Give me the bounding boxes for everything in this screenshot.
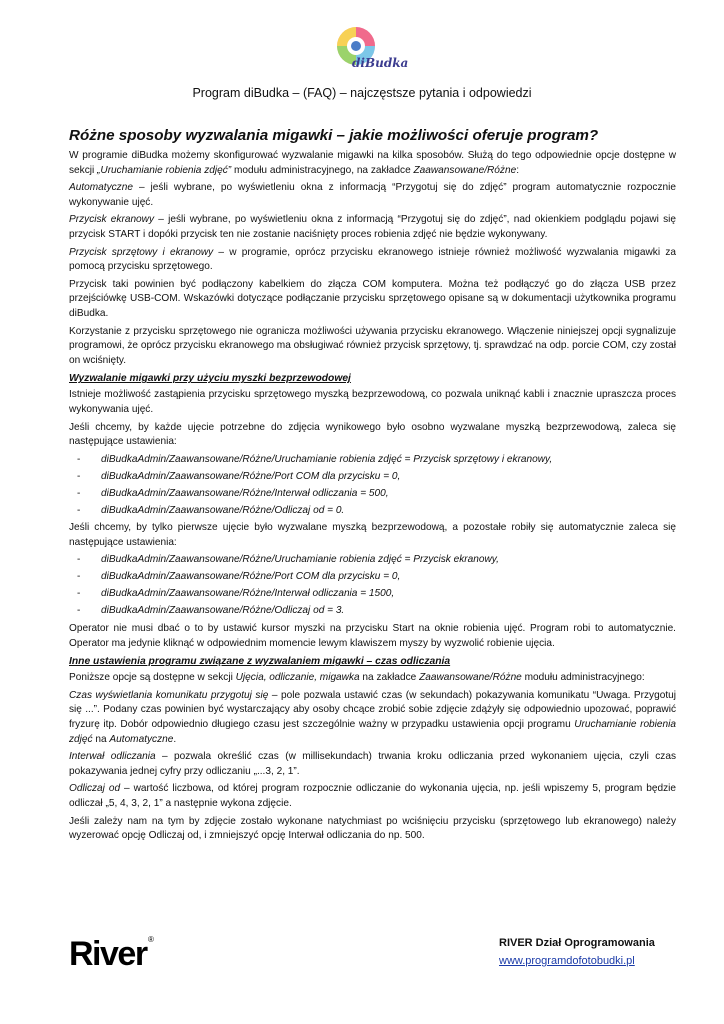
footer-contact bbox=[499, 937, 655, 967]
logo-text: diBudka bbox=[352, 56, 409, 70]
list-item: - diBudkaAdmin/Zaawansowane/Różne/Uruchamianie robienia zdjęć = Przycisk sprzętowy i ekranowy, bbox=[69, 453, 676, 468]
river-logo-text: River bbox=[69, 935, 147, 969]
page-title: Program diBudka – (FAQ) – najczęstsze pytania i odpowiedzi bbox=[192, 86, 532, 100]
paragraph: Operator nie musi dbać o to by ustawić kursor myszki na przycisku Start na oknie robienia ujęć. Program robi to automatycznie. Operator ma jedynie kliknąć w odpowiednim momencie lewym klawiszem myszy by wyzwolić robienie ujęcia. bbox=[69, 622, 676, 649]
paragraph: Automatyczne – jeśli wybrane, po wyświetleniu okna z informacją “Przygotuj się do zdjęć” program automatycznie rozpocznie wykonywanie ujęć. bbox=[69, 182, 676, 208]
paragraph: Jeśli chcemy, by tylko pierwsze ujęcie było wyzwalane myszką bezprzewodową, a pozostałe robiły się automatycznie zaleca się następujące ustawienia: bbox=[69, 522, 676, 548]
list-item: - diBudkaAdmin/Zaawansowane/Różne/Odliczaj od = 0. bbox=[69, 504, 676, 519]
section-heading-shutter: Różne sposoby wyzwalania migawki – jakie możliwości oferuje program? bbox=[69, 127, 599, 144]
paragraph: Przycisk sprzętowy i ekranowy – w programie, oprócz przycisku ekranowego istnieje również możliwość wyzwalania migawki za pomocą przycisku sprzętowego. bbox=[69, 246, 676, 273]
paragraph: Jeśli chcemy, by każde ujęcie potrzebne do zdjęcia wynikowego było osobno wyzwalane myszką bezprzewodową, zaleca się następujące ustawienia: bbox=[69, 421, 676, 448]
list-item: - diBudkaAdmin/Zaawansowane/Różne/Odliczaj od = 3. bbox=[69, 604, 676, 619]
list-item: - diBudkaAdmin/Zaawansowane/Różne/Interwał odliczania = 1500, bbox=[69, 587, 676, 602]
document-body bbox=[69, 126, 676, 847]
registered-mark: ® bbox=[148, 935, 154, 944]
list-item: - diBudkaAdmin/Zaawansowane/Różne/Port COM dla przycisku = 0, bbox=[69, 470, 676, 485]
list-item: - diBudkaAdmin/Zaawansowane/Różne/Uruchamianie robienia zdjęć = Przycisk ekranowy, bbox=[69, 553, 676, 568]
paragraph: Czas wyświetlania komunikatu przygotuj się – pole pozwala ustawić czas (w sekundach) pokazywania komunikatu “Uwaga. Przygotuj się ...”. Podany czas powinien być wystarczający aby osoby chcące zrobić sobie zdjęcie zdążyły się odpowiednio upozować, poprawić fryzurę itp. Dobór odpowiednio długiego czasu jest szczególnie ważny w przypadku ustawienia opcji programu Uruchamianie robienia zdjęć na Automatyczne. bbox=[69, 689, 677, 745]
paragraph: Przycisk ekranowy – jeśli wybrane, po wyświetleniu okna z informacją “Przygotuj się do zdjęć”, nad okienkiem podglądu pojawi się przycisk START i dopóki przycisk ten nie zostanie naciśnięty proces robienia zdjęć nie będzie wykonywany. bbox=[69, 214, 676, 240]
settings-list-2 bbox=[69, 553, 676, 619]
river-logo bbox=[68, 933, 156, 969]
paragraph: Korzystanie z przycisku sprzętowego nie ogranicza możliwości używania przycisku ekranowego. Włączenie niniejszej opcji sygnalizuje programowi, że oprócz przycisku ekranowego ma obsługiwać również przycisk sprzętowy, tj. sprawdzać na odp. porcie COM, czy został on wciśnięty. bbox=[69, 325, 676, 366]
section-heading-wireless-mouse: Wyzwalanie migawki przy użyciu myszki bezprzewodowej bbox=[69, 373, 351, 385]
footer-website-link[interactable]: www.programdofotobudki.pl bbox=[499, 955, 635, 967]
footer-department: RIVER Dział Oprogramowania bbox=[499, 937, 655, 949]
paragraph: Przycisk taki powinien być podłączony kabelkiem do złącza COM komputera. Można też podłączyć go do złącza USB przez przejściówkę USB-COM. Wskazówki dotyczące podłączanie przycisku sprzętowego opisane są w dokumentacji użytkownika programu diBudka. bbox=[69, 278, 676, 319]
paragraph: W programie diBudka możemy skonfigurować wyzwalanie migawki na kilka sposobów. Służą do tego odpowiednie opcje dostępne w sekcji „Uruchamianie robienia zdjęć” modułu administracyjnego, na zakładce Zaawansowane/Różne: bbox=[69, 150, 676, 176]
paragraph: Interwał odliczania – pozwala określić czas (w millisekundach) trwania kroku odliczania przed wykonaniem ujęcia, czyli czas pokazywania jednej cyfry przy odliczaniu „...3, 2, 1”. bbox=[69, 751, 677, 777]
section-heading-countdown: Inne ustawienia programu związane z wyzwalaniem migawki – czas odliczania bbox=[69, 656, 451, 668]
paragraph: Istnieje możliwość zastąpienia przycisku sprzętowego myszką bezprzewodową, co pozwala uniknąć kabli i znacznie upraszcza proces wykonywania ujęć. bbox=[69, 389, 676, 415]
list-item: - diBudkaAdmin/Zaawansowane/Różne/Interwał odliczania = 500, bbox=[69, 487, 676, 502]
paragraph: Poniższe opcje są dostępne w sekcji Ujęcia, odliczanie, migawka na zakładce Zaawansowane/Różne modułu administracyjnego: bbox=[69, 672, 645, 684]
settings-list-1 bbox=[69, 453, 676, 519]
paragraph: Odliczaj od – wartość liczbowa, od której program rozpocznie odliczanie do wykonania ujęcia, np. jeśli wpiszemy 5, program będzie odliczał „5, 4, 3, 2, 1” a następnie wykona zdjęcie. bbox=[69, 783, 676, 809]
paragraph: Jeśli zależy nam na tym by zdjęcie zostało wykonane natychmiast po wciśnięciu przycisku (sprzętowego lub ekranowego) należy wyzerować opcję Odliczaj od, i zmniejszyć opcję Interwał odliczania do np. 500. bbox=[69, 815, 676, 842]
list-item: - diBudkaAdmin/Zaawansowane/Różne/Port COM dla przycisku = 0, bbox=[69, 570, 676, 585]
